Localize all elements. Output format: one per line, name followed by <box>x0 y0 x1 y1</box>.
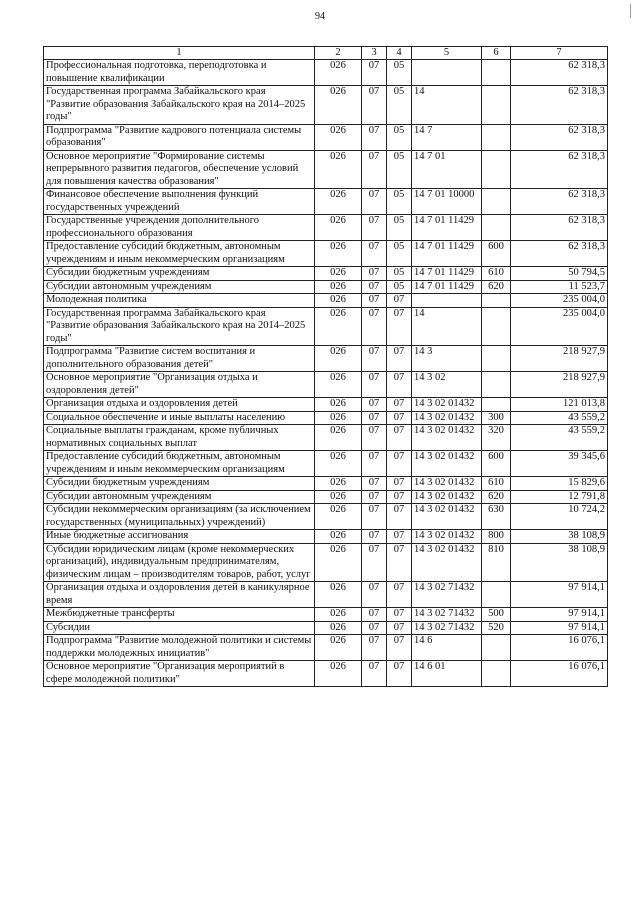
row-section: 07 <box>362 490 387 504</box>
row-amount: 11 523,7 <box>511 280 608 294</box>
row-name: Молодежная политика <box>44 294 315 308</box>
row-section: 07 <box>362 241 387 267</box>
row-article: 14 3 02 01432 <box>412 398 482 412</box>
row-subsection: 07 <box>387 635 412 661</box>
row-expense-type: 600 <box>482 241 511 267</box>
header-col-5: 5 <box>412 47 482 60</box>
row-expense-type <box>482 124 511 150</box>
table-row <box>44 241 608 267</box>
table-row <box>44 215 608 241</box>
table-row <box>44 150 608 189</box>
row-name: Подпрограмма "Развитие кадрового потенциала системы образования" <box>44 124 315 150</box>
row-subsection: 07 <box>387 398 412 412</box>
row-amount: 38 108,9 <box>511 530 608 544</box>
row-expense-type: 800 <box>482 530 511 544</box>
row-code: 026 <box>315 189 362 215</box>
row-section: 07 <box>362 411 387 425</box>
row-section: 07 <box>362 346 387 372</box>
row-article: 14 3 02 01432 <box>412 490 482 504</box>
row-code: 026 <box>315 86 362 125</box>
row-subsection: 07 <box>387 372 412 398</box>
row-name: Социальные выплаты гражданам, кроме публичных нормативных социальных выплат <box>44 425 315 451</box>
table-row <box>44 477 608 491</box>
row-amount: 235 004,0 <box>511 294 608 308</box>
row-section: 07 <box>362 451 387 477</box>
row-article: 14 <box>412 86 482 125</box>
row-code: 026 <box>315 267 362 281</box>
row-article: 14 3 02 <box>412 372 482 398</box>
row-name: Иные бюджетные ассигнования <box>44 530 315 544</box>
row-section: 07 <box>362 307 387 346</box>
table-row <box>44 307 608 346</box>
row-subsection: 05 <box>387 215 412 241</box>
header-col-2: 2 <box>315 47 362 60</box>
row-article: 14 7 01 11429 <box>412 280 482 294</box>
row-code: 026 <box>315 490 362 504</box>
row-amount: 16 076,1 <box>511 635 608 661</box>
row-code: 026 <box>315 346 362 372</box>
row-expense-type: 610 <box>482 267 511 281</box>
row-name: Субсидии <box>44 621 315 635</box>
row-section: 07 <box>362 608 387 622</box>
row-subsection: 05 <box>387 60 412 86</box>
row-subsection: 05 <box>387 189 412 215</box>
row-section: 07 <box>362 530 387 544</box>
table-row <box>44 294 608 308</box>
row-amount: 39 345,6 <box>511 451 608 477</box>
row-code: 026 <box>315 425 362 451</box>
row-code: 026 <box>315 150 362 189</box>
table-row <box>44 411 608 425</box>
row-expense-type <box>482 215 511 241</box>
row-subsection: 07 <box>387 608 412 622</box>
row-name: Организация отдыха и оздоровления детей в каникулярное время <box>44 582 315 608</box>
row-amount: 15 829,6 <box>511 477 608 491</box>
row-name: Предоставление субсидий бюджетным, автономным учреждениям и иным некоммерческим организациям <box>44 451 315 477</box>
row-code: 026 <box>315 294 362 308</box>
row-article <box>412 294 482 308</box>
row-code: 026 <box>315 124 362 150</box>
row-section: 07 <box>362 477 387 491</box>
row-expense-type: 320 <box>482 425 511 451</box>
row-amount: 218 927,9 <box>511 372 608 398</box>
row-expense-type: 620 <box>482 280 511 294</box>
row-expense-type: 300 <box>482 411 511 425</box>
row-amount: 97 914,1 <box>511 621 608 635</box>
row-subsection: 07 <box>387 411 412 425</box>
row-article: 14 7 01 11429 <box>412 267 482 281</box>
row-article: 14 7 01 10000 <box>412 189 482 215</box>
row-subsection: 05 <box>387 280 412 294</box>
row-expense-type <box>482 60 511 86</box>
row-code: 026 <box>315 608 362 622</box>
budget-table <box>43 46 608 687</box>
table-row <box>44 346 608 372</box>
row-subsection: 07 <box>387 477 412 491</box>
row-amount: 16 076,1 <box>511 661 608 687</box>
row-amount: 10 724,2 <box>511 504 608 530</box>
page-number: 94 <box>315 11 325 22</box>
row-expense-type: 520 <box>482 621 511 635</box>
table-row <box>44 530 608 544</box>
row-section: 07 <box>362 582 387 608</box>
row-code: 026 <box>315 543 362 582</box>
table-row <box>44 490 608 504</box>
row-article: 14 3 <box>412 346 482 372</box>
table-row <box>44 398 608 412</box>
row-section: 07 <box>362 372 387 398</box>
row-expense-type: 600 <box>482 451 511 477</box>
row-name: Организация отдыха и оздоровления детей <box>44 398 315 412</box>
row-amount: 97 914,1 <box>511 608 608 622</box>
row-subsection: 05 <box>387 241 412 267</box>
row-name: Субсидии бюджетным учреждениям <box>44 477 315 491</box>
row-subsection: 07 <box>387 543 412 582</box>
row-subsection: 05 <box>387 86 412 125</box>
row-subsection: 07 <box>387 425 412 451</box>
row-section: 07 <box>362 280 387 294</box>
row-expense-type <box>482 635 511 661</box>
row-amount: 50 794,5 <box>511 267 608 281</box>
table-row <box>44 504 608 530</box>
row-amount: 38 108,9 <box>511 543 608 582</box>
row-section: 07 <box>362 124 387 150</box>
row-section: 07 <box>362 294 387 308</box>
row-expense-type <box>482 372 511 398</box>
row-section: 07 <box>362 60 387 86</box>
row-expense-type: 500 <box>482 608 511 622</box>
header-col-3: 3 <box>362 47 387 60</box>
table-row <box>44 661 608 687</box>
table-row <box>44 267 608 281</box>
row-name: Основное мероприятие "Организация отдыха и оздоровления детей" <box>44 372 315 398</box>
row-code: 026 <box>315 621 362 635</box>
row-amount: 97 914,1 <box>511 582 608 608</box>
row-article: 14 7 01 11429 <box>412 241 482 267</box>
row-code: 026 <box>315 504 362 530</box>
row-name: Основное мероприятие "Формирование системы непрерывного развития педагогов, обеспечение условий для повышения качества образования" <box>44 150 315 189</box>
row-amount: 62 318,3 <box>511 124 608 150</box>
row-amount: 62 318,3 <box>511 189 608 215</box>
row-code: 026 <box>315 411 362 425</box>
row-expense-type <box>482 307 511 346</box>
row-expense-type <box>482 189 511 215</box>
row-name: Предоставление субсидий бюджетным, автономным учреждениям и иным некоммерческим организациям <box>44 241 315 267</box>
row-article: 14 3 02 01432 <box>412 411 482 425</box>
row-subsection: 05 <box>387 150 412 189</box>
row-article: 14 6 <box>412 635 482 661</box>
table-row <box>44 451 608 477</box>
row-code: 026 <box>315 635 362 661</box>
row-section: 07 <box>362 86 387 125</box>
row-code: 026 <box>315 307 362 346</box>
row-code: 026 <box>315 241 362 267</box>
table-row <box>44 189 608 215</box>
row-expense-type <box>482 294 511 308</box>
row-expense-type <box>482 86 511 125</box>
table-row <box>44 608 608 622</box>
row-name: Субсидии автономным учреждениям <box>44 490 315 504</box>
row-name: Субсидии автономным учреждениям <box>44 280 315 294</box>
row-name: Государственные учреждения дополнительного профессионального образования <box>44 215 315 241</box>
row-section: 07 <box>362 189 387 215</box>
row-name: Государственная программа Забайкальского края "Развитие образования Забайкальского края на 2014–2025 годы" <box>44 307 315 346</box>
row-article: 14 3 02 01432 <box>412 477 482 491</box>
row-amount: 62 318,3 <box>511 86 608 125</box>
row-name: Субсидии бюджетным учреждениям <box>44 267 315 281</box>
header-row <box>44 47 608 60</box>
row-subsection: 07 <box>387 451 412 477</box>
row-amount: 62 318,3 <box>511 241 608 267</box>
row-article: 14 7 <box>412 124 482 150</box>
row-name: Подпрограмма "Развитие систем воспитания и дополнительного образования детей" <box>44 346 315 372</box>
row-article: 14 3 02 01432 <box>412 451 482 477</box>
row-code: 026 <box>315 215 362 241</box>
table-row <box>44 582 608 608</box>
row-name: Субсидии некоммерческим организациям (за исключением государственных (муниципальных) учреждений) <box>44 504 315 530</box>
row-section: 07 <box>362 398 387 412</box>
row-subsection: 07 <box>387 661 412 687</box>
row-amount: 218 927,9 <box>511 346 608 372</box>
row-code: 026 <box>315 280 362 294</box>
row-subsection: 07 <box>387 294 412 308</box>
row-name: Подпрограмма "Развитие молодежной политики и системы поддержки молодежных инициатив" <box>44 635 315 661</box>
header-col-1: 1 <box>44 47 315 60</box>
row-expense-type <box>482 398 511 412</box>
table-row <box>44 543 608 582</box>
row-section: 07 <box>362 215 387 241</box>
row-code: 026 <box>315 582 362 608</box>
row-article: 14 3 02 71432 <box>412 621 482 635</box>
row-article: 14 7 01 <box>412 150 482 189</box>
row-expense-type <box>482 346 511 372</box>
table-row <box>44 60 608 86</box>
row-section: 07 <box>362 661 387 687</box>
row-code: 026 <box>315 661 362 687</box>
row-section: 07 <box>362 621 387 635</box>
row-name: Межбюджетные трансферты <box>44 608 315 622</box>
row-subsection: 07 <box>387 582 412 608</box>
row-article <box>412 60 482 86</box>
row-name: Основное мероприятие "Организация мероприятий в сфере молодежной политики" <box>44 661 315 687</box>
row-name: Социальное обеспечение и иные выплаты населению <box>44 411 315 425</box>
row-article: 14 3 02 01432 <box>412 530 482 544</box>
row-article: 14 3 02 71432 <box>412 608 482 622</box>
table-row <box>44 124 608 150</box>
row-expense-type <box>482 582 511 608</box>
row-amount: 43 559,2 <box>511 411 608 425</box>
row-subsection: 05 <box>387 124 412 150</box>
row-name: Субсидии юридическим лицам (кроме некоммерческих организаций), индивидуальным предпринимателям, физическим лицам – производителям товаров, работ, услуг <box>44 543 315 582</box>
row-article: 14 <box>412 307 482 346</box>
row-section: 07 <box>362 504 387 530</box>
table-row <box>44 621 608 635</box>
row-code: 026 <box>315 451 362 477</box>
row-article: 14 3 02 01432 <box>412 425 482 451</box>
row-subsection: 07 <box>387 530 412 544</box>
row-expense-type: 620 <box>482 490 511 504</box>
row-amount: 62 318,3 <box>511 150 608 189</box>
row-section: 07 <box>362 635 387 661</box>
row-amount: 62 318,3 <box>511 215 608 241</box>
row-amount: 62 318,3 <box>511 60 608 86</box>
row-section: 07 <box>362 150 387 189</box>
header-col-7: 7 <box>511 47 608 60</box>
row-expense-type: 810 <box>482 543 511 582</box>
table-row <box>44 425 608 451</box>
row-section: 07 <box>362 267 387 281</box>
row-amount: 235 004,0 <box>511 307 608 346</box>
header-col-4: 4 <box>387 47 412 60</box>
row-expense-type: 610 <box>482 477 511 491</box>
row-amount: 121 013,8 <box>511 398 608 412</box>
row-code: 026 <box>315 477 362 491</box>
row-article: 14 6 01 <box>412 661 482 687</box>
row-code: 026 <box>315 398 362 412</box>
row-subsection: 07 <box>387 307 412 346</box>
row-section: 07 <box>362 543 387 582</box>
row-expense-type <box>482 150 511 189</box>
row-name: Государственная программа Забайкальского края "Развитие образования Забайкальского края на 2014–2025 годы" <box>44 86 315 125</box>
table-row <box>44 86 608 125</box>
row-subsection: 07 <box>387 346 412 372</box>
row-subsection: 07 <box>387 504 412 530</box>
row-article: 14 3 02 71432 <box>412 582 482 608</box>
row-expense-type: 630 <box>482 504 511 530</box>
row-amount: 12 791,8 <box>511 490 608 504</box>
row-name: Финансовое обеспечение выполнения функций государственных учреждений <box>44 189 315 215</box>
row-section: 07 <box>362 425 387 451</box>
row-code: 026 <box>315 60 362 86</box>
row-amount: 43 559,2 <box>511 425 608 451</box>
header-col-6: 6 <box>482 47 511 60</box>
row-expense-type <box>482 661 511 687</box>
row-subsection: 07 <box>387 621 412 635</box>
row-code: 026 <box>315 530 362 544</box>
row-subsection: 05 <box>387 267 412 281</box>
table-row <box>44 280 608 294</box>
row-subsection: 07 <box>387 490 412 504</box>
table-row <box>44 635 608 661</box>
row-article: 14 3 02 01432 <box>412 504 482 530</box>
row-name: Профессиональная подготовка, переподготовка и повышение квалификации <box>44 60 315 86</box>
row-article: 14 7 01 11429 <box>412 215 482 241</box>
table-row <box>44 372 608 398</box>
row-code: 026 <box>315 372 362 398</box>
row-article: 14 3 02 01432 <box>412 543 482 582</box>
